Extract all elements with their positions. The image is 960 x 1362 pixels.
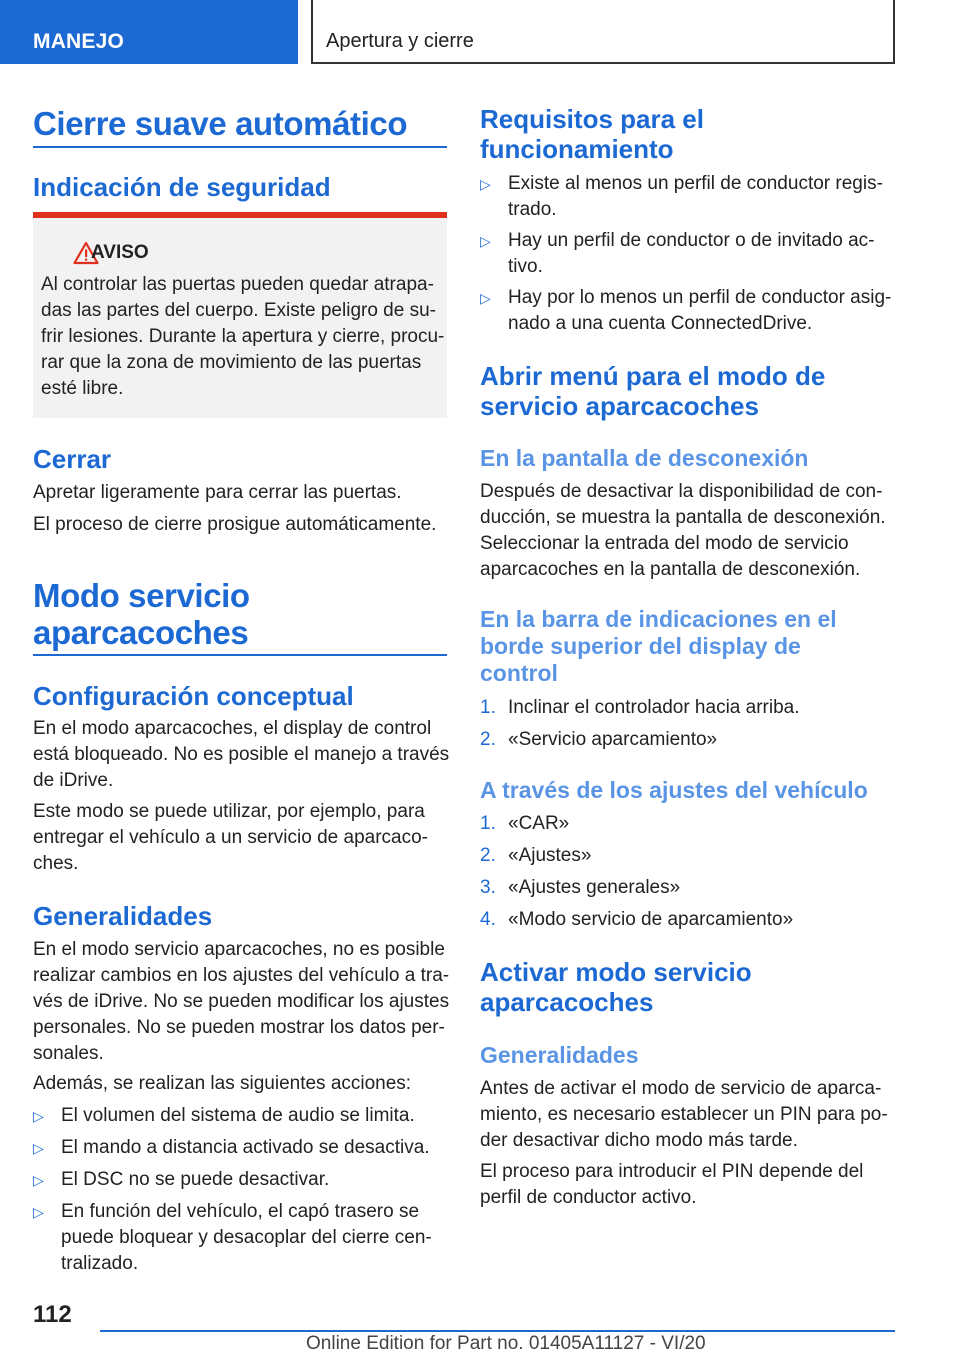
config-paragraph-2-line: Este modo se puede utilizar, por ejemplo, para (33, 801, 425, 822)
config-paragraph-1-line: de iDrive. (33, 770, 114, 791)
general-paragraph-line: personales. No se pueden mostrar los datos per- (33, 1017, 445, 1038)
general-paragraph-2: Además, se realizan las siguientes acciones: (33, 1073, 412, 1094)
heading-generalidades-activar: Generalidades (480, 1042, 639, 1068)
heading-ajustes-vehiculo: A través de los ajustes del vehículo (480, 777, 868, 803)
warning-text-line: frir lesiones. Durante la apertura y cierre, procu- (41, 326, 445, 347)
general-paragraph-line: realizar cambios en los ajustes del vehículo a tra- (33, 965, 450, 986)
pantalla-paragraph-line: ducción, se muestra la pantalla de desconexión. (480, 507, 886, 528)
activar-paragraph-2-line: El proceso para introducir el PIN depende del (480, 1161, 864, 1182)
triangle-bullet-icon: ▷ (33, 1108, 44, 1124)
pantalla-paragraph-line: Después de desactivar la disponibilidad de con- (480, 481, 883, 502)
heading-barra-indicaciones-line: borde superior del display de (480, 633, 801, 659)
warning-text-line: esté libre. (41, 378, 124, 399)
cerrar-paragraph-2: El proceso de cierre prosigue automáticamente. (33, 514, 437, 535)
general-paragraph-line: sonales. (33, 1043, 104, 1064)
warning-text-line: Al controlar las puertas pueden quedar atrapa- (41, 274, 434, 295)
footer-rule (100, 1330, 895, 1332)
heading-modo-servicio-line2: aparcacoches (33, 614, 249, 651)
warning-title: AVISO (91, 242, 149, 263)
header-section-label: MANEJO (33, 30, 125, 53)
triangle-bullet-icon: ▷ (480, 176, 491, 192)
heading-barra-indicaciones-line: control (480, 660, 558, 686)
heading-abrir-menu-line2: servicio aparcacoches (480, 391, 759, 421)
heading-requisitos-line1: Requisitos para el (480, 104, 704, 134)
triangle-bullet-icon: ▷ (33, 1140, 44, 1156)
heading-cerrar: Cerrar (33, 444, 112, 474)
config-paragraph-2-line: ches. (33, 853, 79, 874)
warning-text-line: das las partes del cuerpo. Existe peligro de su- (41, 300, 436, 321)
config-paragraph-2-line: entregar el vehículo a un servicio de aparcaco- (33, 827, 429, 848)
heading-activar-modo-line2: aparcacoches (480, 987, 654, 1017)
cerrar-paragraph-1: Apretar ligeramente para cerrar las puertas. (33, 482, 402, 503)
footer-edition: Online Edition for Part no. 01405A11127 - VI/20 (306, 1333, 706, 1354)
heading-abrir-menu-line1: Abrir menú para el modo de (480, 361, 826, 391)
activar-paragraph-1-line: Antes de activar el modo de servicio de aparca- (480, 1078, 882, 1099)
warning-bar (33, 212, 447, 218)
warning-box (33, 212, 447, 418)
heading-generalidades: Generalidades (33, 901, 213, 931)
config-paragraph-1-line: está bloqueado. No es posible el manejo a través (33, 744, 450, 765)
activar-paragraph-1-line: miento, es necesario establecer un PIN para po- (480, 1104, 888, 1125)
heading-barra-indicaciones-line: En la barra de indicaciones en el (480, 606, 837, 632)
activar-paragraph-1-line: der desactivar dicho modo más tarde. (480, 1130, 798, 1151)
triangle-bullet-icon: ▷ (480, 290, 491, 306)
general-paragraph-line: En el modo servicio aparcacoches, no es posible (33, 939, 445, 960)
general-paragraph-line: vés de iDrive. No se pueden modificar los ajustes (33, 991, 450, 1012)
activar-paragraph-2-line: perfil de conductor activo. (480, 1187, 697, 1208)
triangle-bullet-icon: ▷ (33, 1204, 44, 1220)
triangle-bullet-icon: ▷ (33, 1172, 44, 1188)
header-topic-box (311, 0, 895, 64)
config-paragraph-1-line: En el modo aparcacoches, el display de control (33, 718, 432, 739)
page-number: 112 (33, 1301, 72, 1328)
warning-text-line: rar que la zona de movimiento de las puertas (41, 352, 422, 373)
heading-requisitos-line2: funcionamiento (480, 134, 674, 164)
heading-rule (33, 654, 447, 656)
heading-configuracion-conceptual: Configuración conceptual (33, 681, 354, 711)
header-section-tab (0, 0, 298, 64)
heading-rule (33, 146, 447, 148)
heading-activar-modo-line1: Activar modo servicio (480, 957, 752, 987)
heading-pantalla-desconexion: En la pantalla de desconexión (480, 445, 809, 471)
pantalla-paragraph-line: aparcacoches en la pantalla de desconexión. (480, 559, 861, 580)
heading-indicacion-seguridad: Indicación de seguridad (33, 172, 331, 202)
pantalla-paragraph-line: Seleccionar la entrada del modo de servicio (480, 533, 849, 554)
heading-modo-servicio-line1: Modo servicio (33, 577, 250, 614)
triangle-bullet-icon: ▷ (480, 233, 491, 249)
heading-cierre-suave: Cierre suave automático (33, 105, 408, 142)
header-topic-label: Apertura y cierre (326, 30, 474, 52)
